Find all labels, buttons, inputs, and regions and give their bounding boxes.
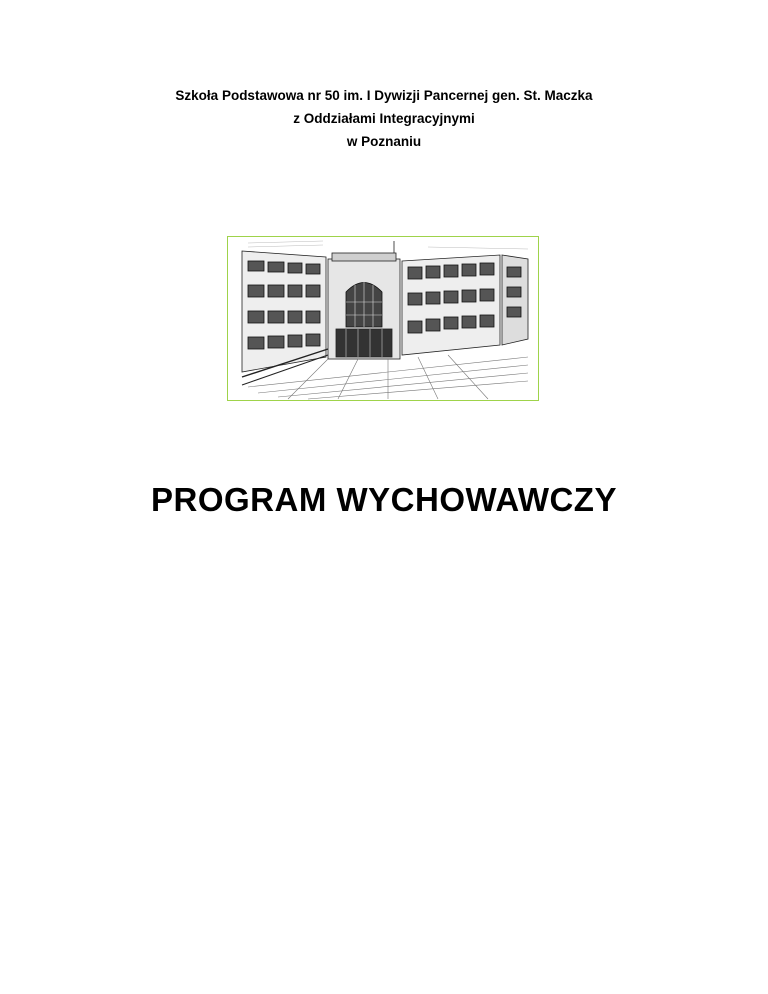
document-title: PROGRAM WYCHOWAWCZY [151, 481, 617, 518]
school-building-sketch [228, 237, 538, 400]
school-subtitle: z Oddziałami Integracyjnymi [293, 111, 475, 126]
school-name: Szkoła Podstawowa nr 50 im. I Dywizji Pancernej gen. St. Maczka [175, 88, 593, 103]
school-header [0, 84, 768, 153]
school-city: w Poznaniu [346, 134, 422, 149]
school-building-illustration [227, 236, 539, 401]
